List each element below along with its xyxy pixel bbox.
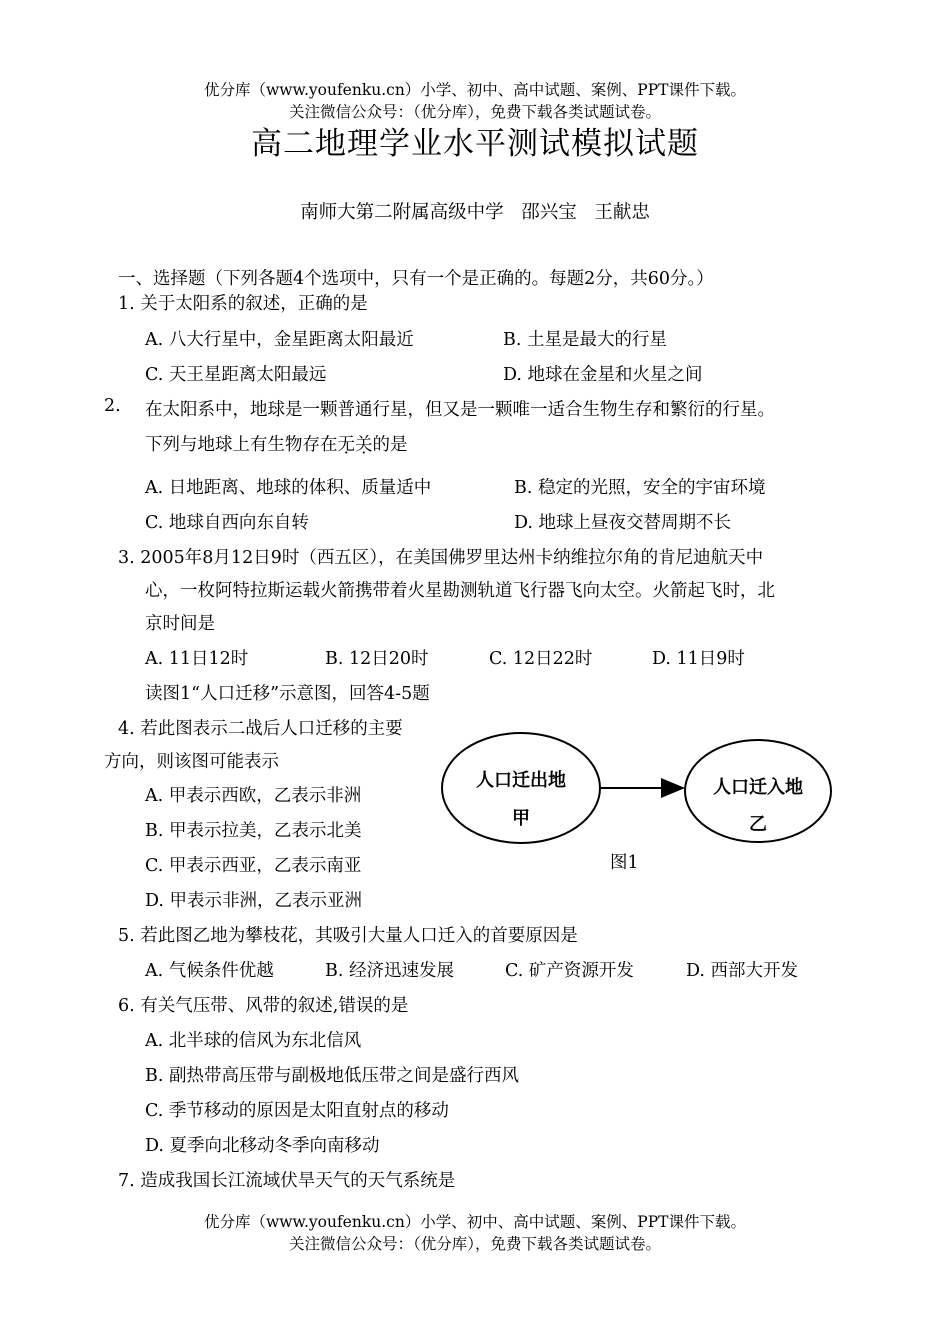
q4-stem-line-2: 方向，则该图可能表示	[104, 752, 279, 772]
destination-label: 人口迁入地	[713, 777, 803, 798]
q2-stem-line-1: 在太阳系中，地球是一颗普通行星，但又是一颗唯一适合生物生存和繁衍的行星。	[145, 400, 775, 420]
q3-option-c: C. 12日22时	[489, 649, 593, 669]
reading-note: 读图1“人口迁移”示意图，回答4-5题	[145, 684, 430, 704]
q1-option-a: A. 八大行星中，金星距离太阳最近	[145, 330, 414, 350]
q2-option-b: B. 稳定的光照，安全的宇宙环境	[514, 478, 766, 498]
q3-stem-line-1: 3. 2005年8月12日9时（西五区），在美国佛罗里达州卡纳维拉尔角的肯尼迪航天中	[118, 548, 764, 568]
q3-option-b: B. 12日20时	[325, 649, 429, 669]
q6-option-c: C. 季节移动的原因是太阳直射点的移动	[145, 1101, 449, 1121]
migration-diagram	[440, 730, 840, 880]
q6-option-d: D. 夏季向北移动冬季向南移动	[145, 1136, 380, 1156]
q4-option-d: D. 甲表示非洲，乙表示亚洲	[145, 891, 363, 911]
q4-option-c: C. 甲表示西亚，乙表示南亚	[145, 856, 362, 876]
q5-option-c: C. 矿产资源开发	[505, 961, 634, 981]
q2-emphasis-guan: 关	[355, 435, 373, 455]
q4-option-b: B. 甲表示拉美，乙表示北美	[145, 821, 362, 841]
q2-option-a: A. 日地距离、地球的体积、质量适中	[145, 478, 432, 498]
q3-option-a: A. 11日12时	[145, 649, 249, 669]
q4-option-a: A. 甲表示西欧，乙表示非洲	[145, 786, 362, 806]
q1-stem: 1. 关于太阳系的叙述，正确的是	[118, 294, 368, 314]
q1-option-d: D. 地球在金星和火星之间	[503, 365, 703, 385]
q2-option-d: D. 地球上昼夜交替周期不长	[514, 513, 732, 533]
q3-stem-line-3: 京时间是	[145, 614, 215, 634]
q1-option-b: B. 土星是最大的行星	[503, 330, 667, 350]
footer-line-2: 关注微信公众号：（优分库），免费下载各类试题试卷。	[288, 1235, 661, 1253]
q1-option-c: C. 天王星距离太阳最远	[145, 365, 327, 385]
q2-stem-pre: 下列与地球上有生物存在	[145, 435, 338, 455]
q5-option-d: D. 西部大开发	[686, 961, 799, 981]
q6-option-b: B. 副热带高压带与副极地低压带之间是盛行西风	[145, 1066, 519, 1086]
origin-name: 甲	[512, 808, 530, 829]
q3-option-d: D. 11日9时	[652, 649, 745, 669]
origin-label: 人口迁出地	[476, 770, 566, 791]
q6-stem: 6. 有关气压带、风带的叙述,错误的是	[118, 996, 409, 1016]
q4-stem-line-1: 4. 若此图表示二战后人口迁移的主要	[118, 719, 403, 739]
footer-line-1: 优分库（www.youfenku.cn）小学、初中、高中试题、案例、PPT课件下载。	[203, 1213, 747, 1231]
q2-emphasis-wu: 无	[337, 435, 355, 455]
figure-caption: 图1	[610, 853, 639, 873]
q5-option-b: B. 经济迅速发展	[325, 961, 454, 981]
q2-stem-line-2	[145, 431, 408, 456]
q2-number: 2.	[104, 396, 121, 416]
q6-option-a: A. 北半球的信风为东北信风	[145, 1031, 362, 1051]
section-heading: 一、选择题（下列各题4个选项中，只有一个是正确的。每题2分，共60分。）	[118, 269, 714, 289]
header-line-1: 优分库（www.youfenku.cn）小学、初中、高中试题、案例、PPT课件下载。	[203, 81, 747, 99]
q2-option-c: C. 地球自西向东自转	[145, 513, 309, 533]
q3-stem-line-2: 心，一枚阿特拉斯运载火箭携带着火星勘测轨道飞行器飞向太空。火箭起飞时，北	[145, 581, 775, 601]
author-line: 南师大第二附属高级中学 邵兴宝 王献忠	[300, 202, 650, 223]
header-line-2: 关注微信公众号：（优分库），免费下载各类试题试卷。	[288, 103, 661, 121]
q7-stem: 7. 造成我国长江流域伏旱天气的天气系统是	[118, 1171, 456, 1191]
q5-option-a: A. 气候条件优越	[145, 961, 274, 981]
destination-name: 乙	[749, 814, 767, 835]
q2-stem-post: 的是	[372, 435, 408, 455]
q5-stem: 5. 若此图乙地为攀枝花，其吸引大量人口迁入的首要原因是	[118, 926, 578, 946]
page-title: 高二地理学业水平测试模拟试题	[251, 126, 699, 162]
